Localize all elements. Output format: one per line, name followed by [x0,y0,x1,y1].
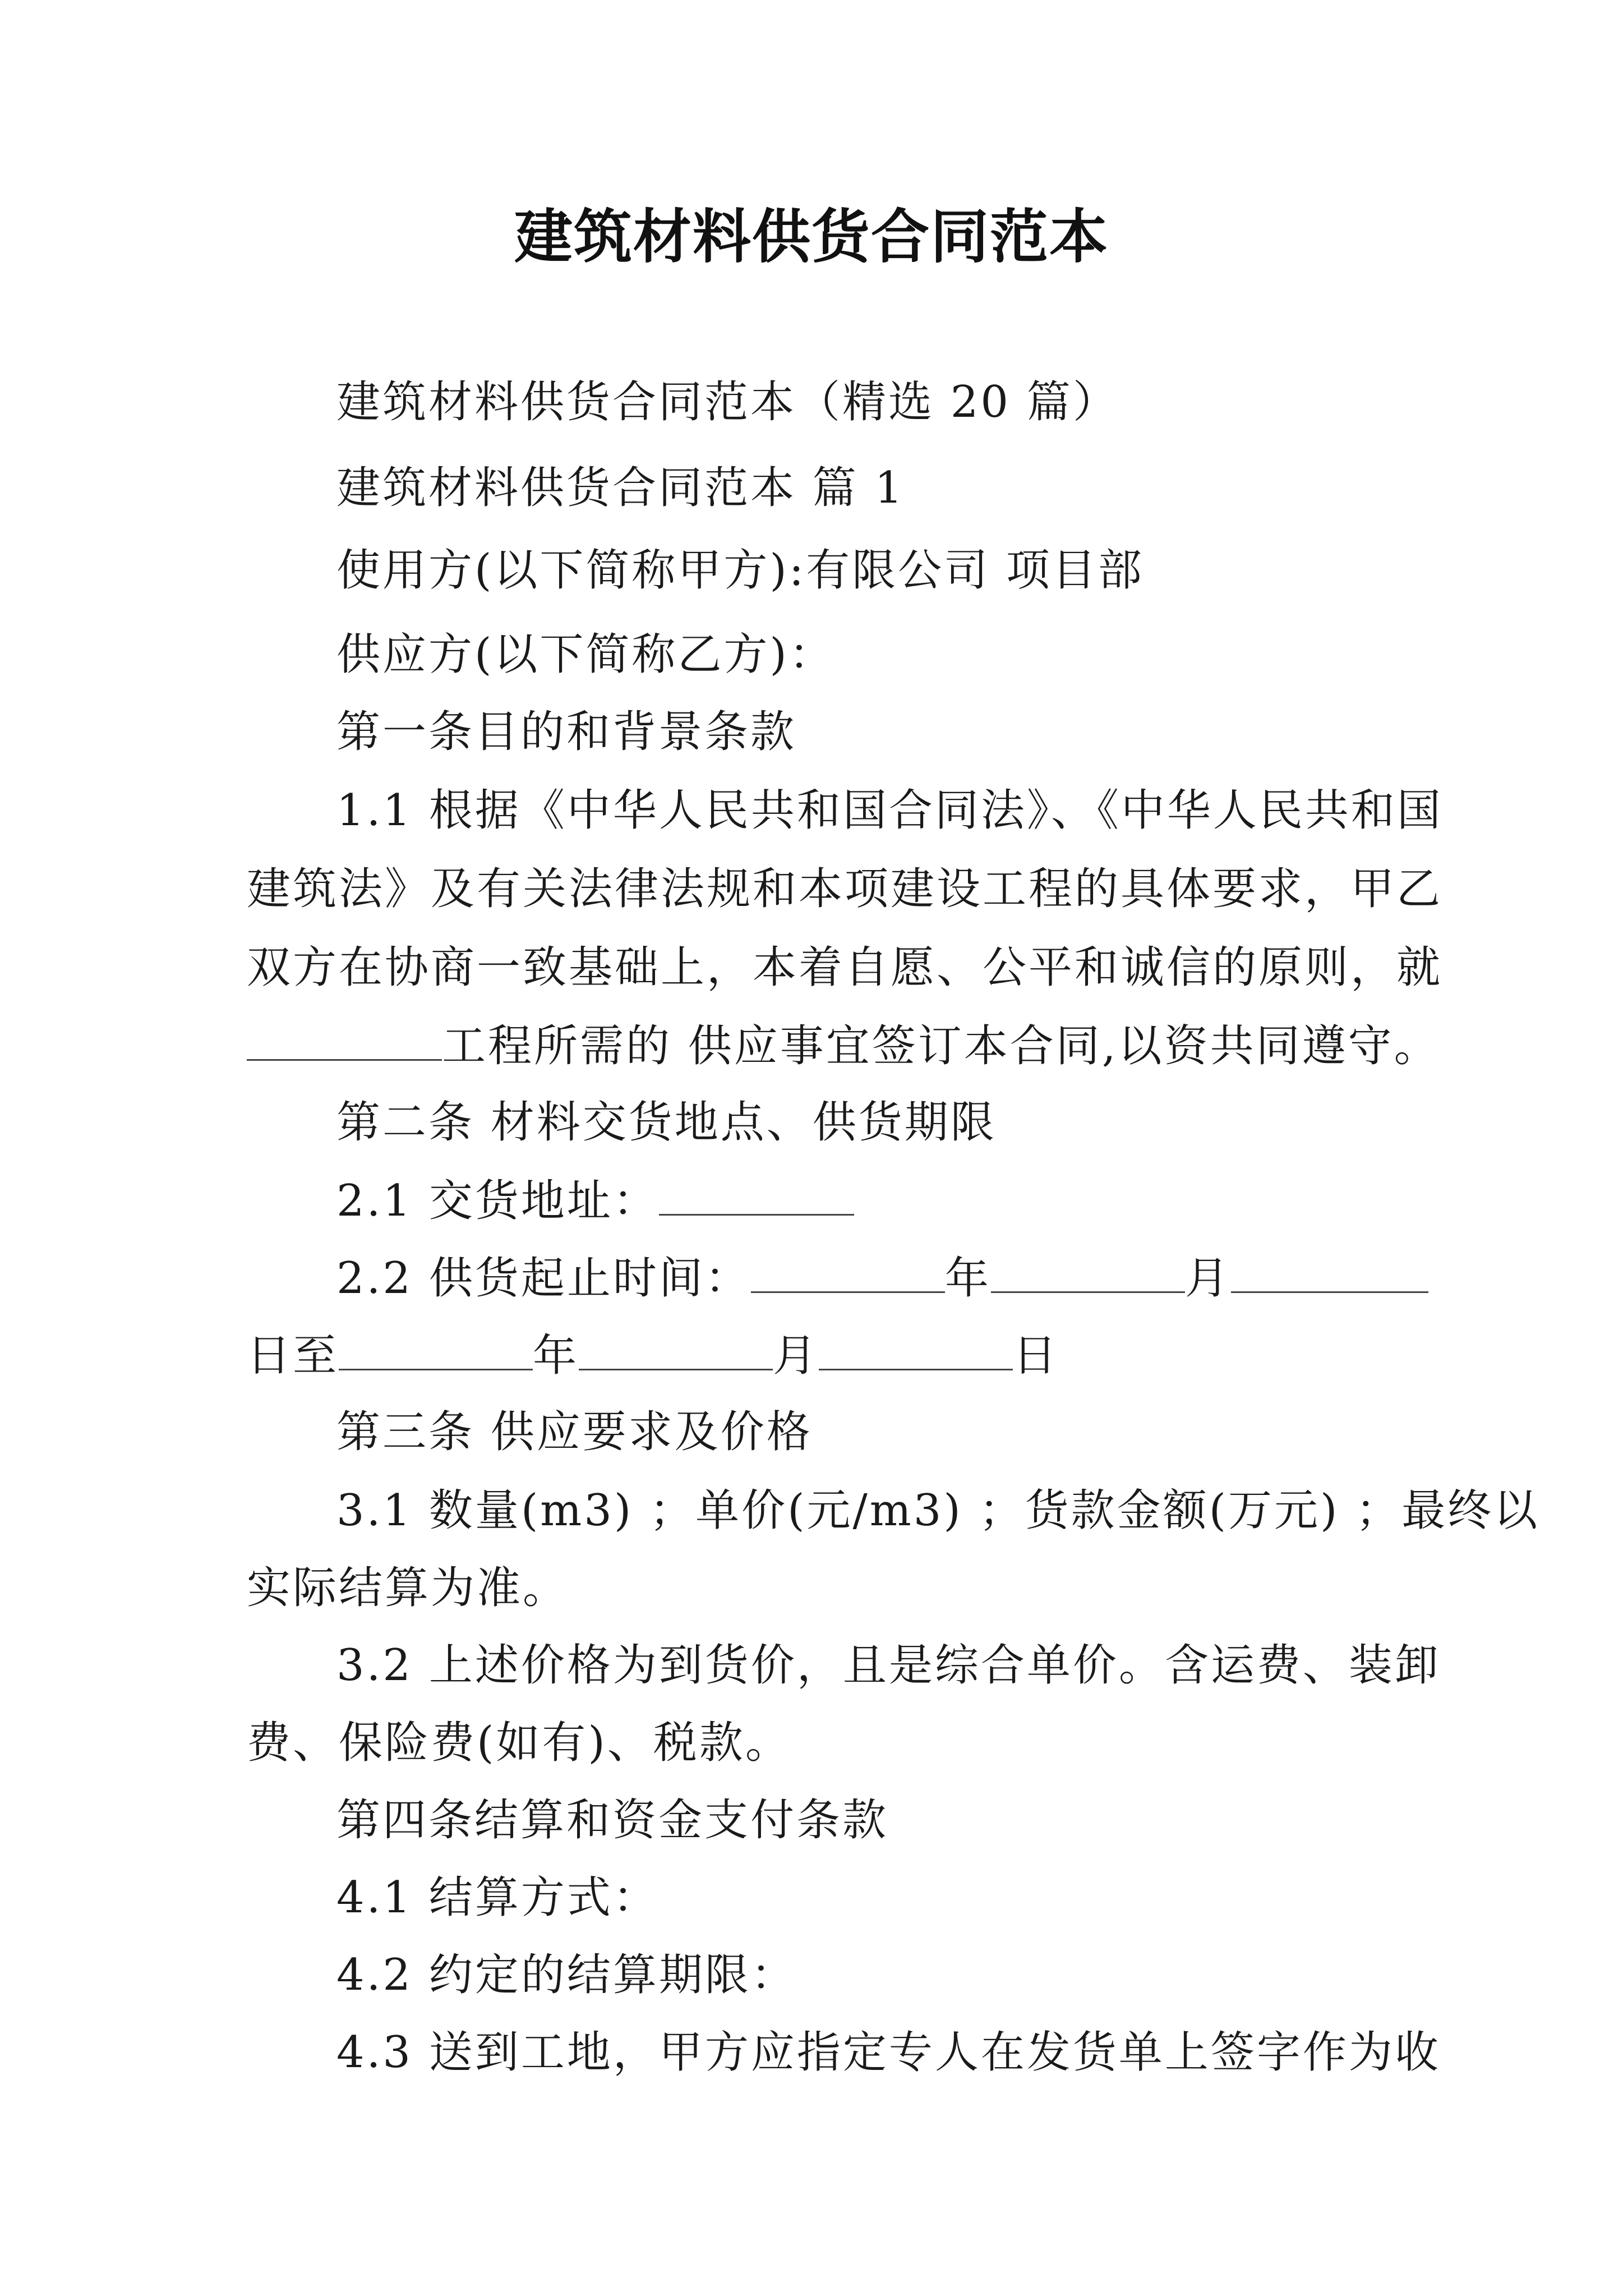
blank-field [1231,1246,1428,1293]
day-to-label: 日至 [247,1331,339,1381]
settlement-method-line: 4.1 结算方式： [336,1872,659,1923]
article-2-heading: 第二条 材料交货地点、供货期限 [336,1097,997,1148]
blank-field [579,1324,773,1370]
paragraph-line: 建筑法》及有关法律法规和本项建设工程的具体要求，甲乙 [247,864,1443,914]
supply-period-line [336,1246,1428,1309]
article-4-heading: 第四条结算和资金支付条款 [336,1795,889,1846]
blank-field [819,1324,1013,1370]
paragraph-line: 3.1 数量(m3) ；单价(元/m3) ；货款金额(万元) ；最终以 [336,1485,1540,1536]
delivery-address-label: 2.1 交货地址： [336,1176,659,1226]
paragraph-line: 双方在协商一致基础上，本着自愿、公平和诚信的原则，就 [247,942,1443,993]
article-3-heading: 第三条 供应要求及价格 [336,1407,813,1457]
paragraph-line: 费、保险费(如有)、税款。 [247,1718,791,1768]
section-heading-1: 建筑材料供货合同范本 篇 1 [336,463,905,513]
paragraph-text: 工程所需的 供应事宜签订本合同,以资共同遵守。 [442,1021,1440,1071]
delivery-address-line [336,1169,854,1232]
article-1-heading: 第一条目的和背景条款 [336,707,797,757]
paragraph-line: 实际结算为准。 [247,1563,569,1613]
party-a-line: 使用方(以下简称甲方):有限公司 项目部 [336,545,1144,596]
paragraph-line [247,1014,1440,1077]
supply-period-line-2 [247,1324,1059,1387]
year-label: 年 [533,1331,579,1381]
paragraph-line: 1.1 根据《中华人民共和国合同法》、《中华人民共和国 [336,785,1443,836]
blank-field [339,1324,533,1370]
paragraph-line: 4.3 送到工地，甲方应指定专人在发货单上签字作为收 [336,2027,1441,2078]
blank-field [247,1014,442,1061]
supply-period-label: 2.2 供货起止时间： [336,1253,751,1304]
paragraph-line: 3.2 上述价格为到货价，且是综合单价。含运费、装卸 [336,1640,1441,1691]
blank-field [751,1246,945,1293]
party-b-line: 供应方(以下简称乙方)： [336,629,835,680]
month-label: 月 [1184,1253,1231,1304]
year-label: 年 [944,1253,991,1304]
day-label: 日 [1013,1331,1059,1381]
document-title: 建筑材料供货合同范本 [514,202,1109,271]
blank-field [991,1246,1185,1293]
month-label: 月 [773,1331,819,1381]
subtitle-line: 建筑材料供货合同范本（精选 20 篇） [336,377,1119,427]
blank-field [659,1169,854,1216]
settlement-period-line: 4.2 约定的结算期限： [336,1950,797,2000]
